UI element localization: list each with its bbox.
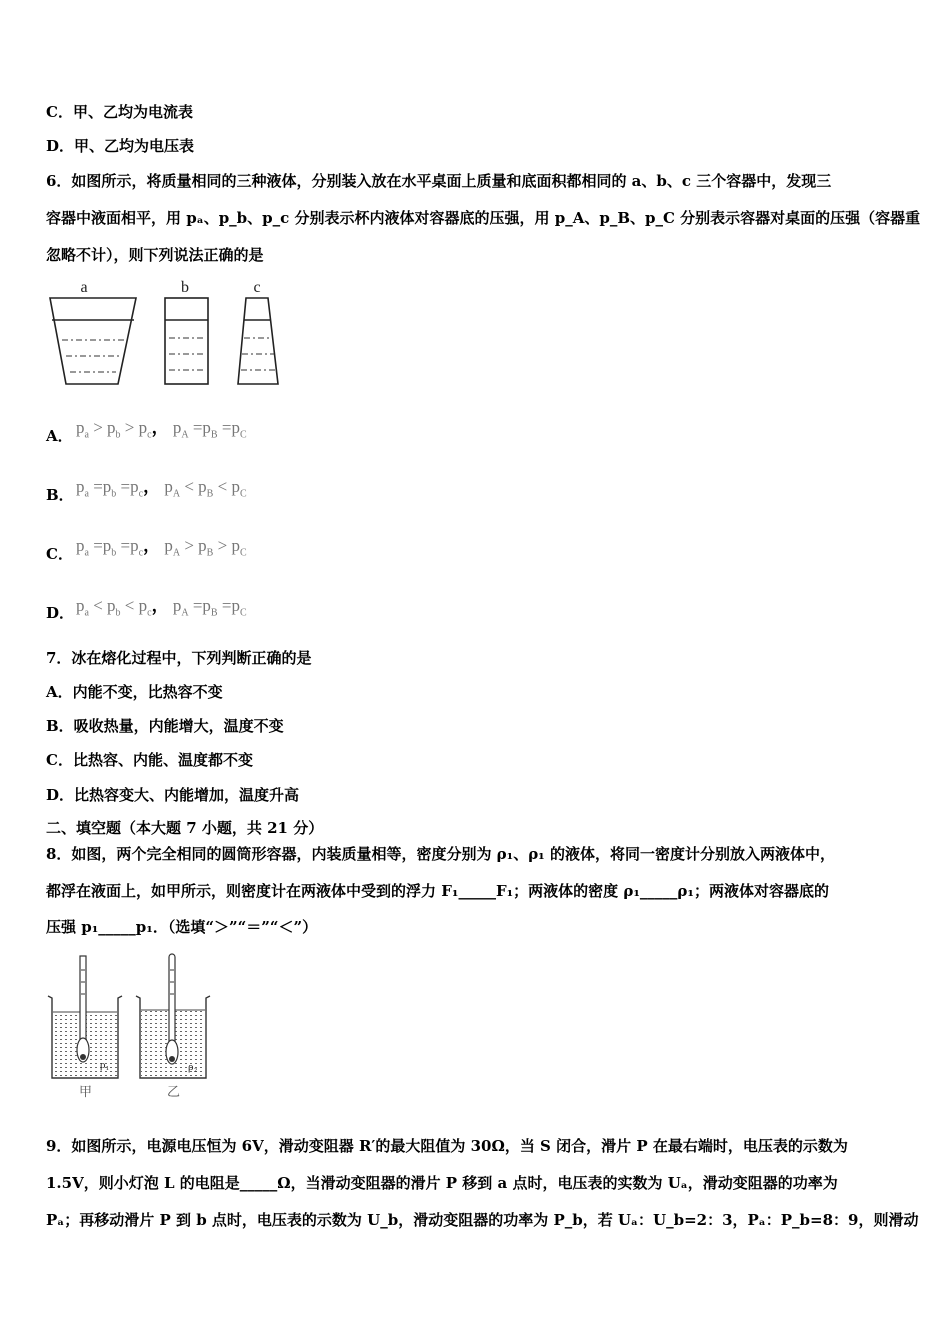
q6-stem-line1: 6．如图所示，将质量相同的三种液体，分别装入放在水平桌面上质量和底面积都相同的 a、b、c 三个容器中，发现三 (46, 172, 832, 190)
q9-stem-line1: 9．如图所示，电源电压恒为 6V，滑动变阻器 R′的最大阻值为 30Ω，当 S 闭合，滑片 P 在最右端时，电压表的示数为 (46, 1137, 848, 1155)
q6-stem-line3: 忽略不计），则下列说法正确的是 (46, 246, 264, 264)
q7-option-d: D．比热容变大、内能增加，温度升高 (46, 786, 300, 804)
q8-label-jia: 甲 (79, 1085, 93, 1100)
q8-rho2-label: ρ₂ (188, 1061, 198, 1073)
q7-stem: 7．冰在熔化过程中，下列判断正确的是 (46, 649, 312, 667)
q5-option-c: C．甲、乙均为电流表 (46, 103, 193, 121)
q6-option-d-formula: $p_a < p_b < p_c$， $p_A =p_B =p_C$ (76, 596, 247, 619)
q9-stem-line2: 1.5V，则小灯泡 L 的电阻是_____Ω，当滑动变阻器的滑片 P 移到 a 点时，电压表的实数为 Uₐ，滑动变阻器的功率为 (46, 1174, 838, 1192)
q9-stem-line3: Pₐ；再移动滑片 P 到 b 点时，电压表的示数为 U_b，滑动变阻器的功率为 P_b，若 Uₐ：U_b=2：3，Pₐ：P_b=8：9，则滑动 (46, 1211, 919, 1229)
q8-stem-line1: 8．如图，两个完全相同的圆筒形容器，内装质量相等，密度分别为 ρ₁、ρ₁ 的液体，将同一密度计分别放入两液体中， (46, 845, 835, 863)
q6-option-a-formula: $p_a > p_b > p_c$， $p_A =p_B =p_C$ (76, 418, 247, 441)
q7-option-b: B．吸收热量，内能增大，温度不变 (46, 717, 284, 735)
q8-stem-line3: 压强 p₁_____p₁．（选填“＞”“＝”“＜”） (46, 918, 318, 936)
q6-option-a-label: A． (46, 427, 73, 445)
q6-option-c-formula: $p_a =p_b =p_c$， $p_A > p_B > p_C$ (76, 536, 247, 559)
q6-option-d-label: D． (46, 604, 75, 622)
q6-label-a: a (80, 279, 88, 296)
q5-option-d: D．甲、乙均为电压表 (46, 137, 195, 155)
q7-option-c: C．比热容、内能、温度都不变 (46, 751, 253, 769)
q6-stem-line2: 容器中液面相平，用 pₐ、p_b、p_c 分别表示杯内液体对容器底的压强，用 p_A、p_B、p_C 分别表示容器对桌面的压强（容器重 (46, 209, 921, 227)
q6-option-b-formula: $p_a =p_b =p_c$， $p_A < p_B < p_C$ (76, 477, 247, 500)
beaker-jia (48, 956, 122, 1100)
q6-option-c-label: C． (46, 545, 73, 563)
q8-hydrometer-figure (44, 950, 214, 1102)
q8-rho1-label: ρ₁ (100, 1059, 110, 1071)
q6-label-b: b (181, 279, 189, 296)
beaker-yi (136, 954, 210, 1100)
q8-label-yi: 乙 (167, 1085, 181, 1100)
q8-stem-line2: 都浮在液面上，如甲所示，则密度计在两液体中受到的浮力 F₁_____F₁；两液体的密度 ρ₁_____ρ₁；两液体对容器底的 (46, 882, 829, 900)
q6-label-c: c (253, 279, 261, 296)
q6-option-b-label: B． (46, 486, 74, 504)
q6-containers-figure (44, 276, 289, 388)
q7-option-a: A．内能不变，比热容不变 (46, 683, 223, 701)
section-2-heading: 二、填空题（本大题 7 小题，共 21 分） (46, 819, 324, 837)
